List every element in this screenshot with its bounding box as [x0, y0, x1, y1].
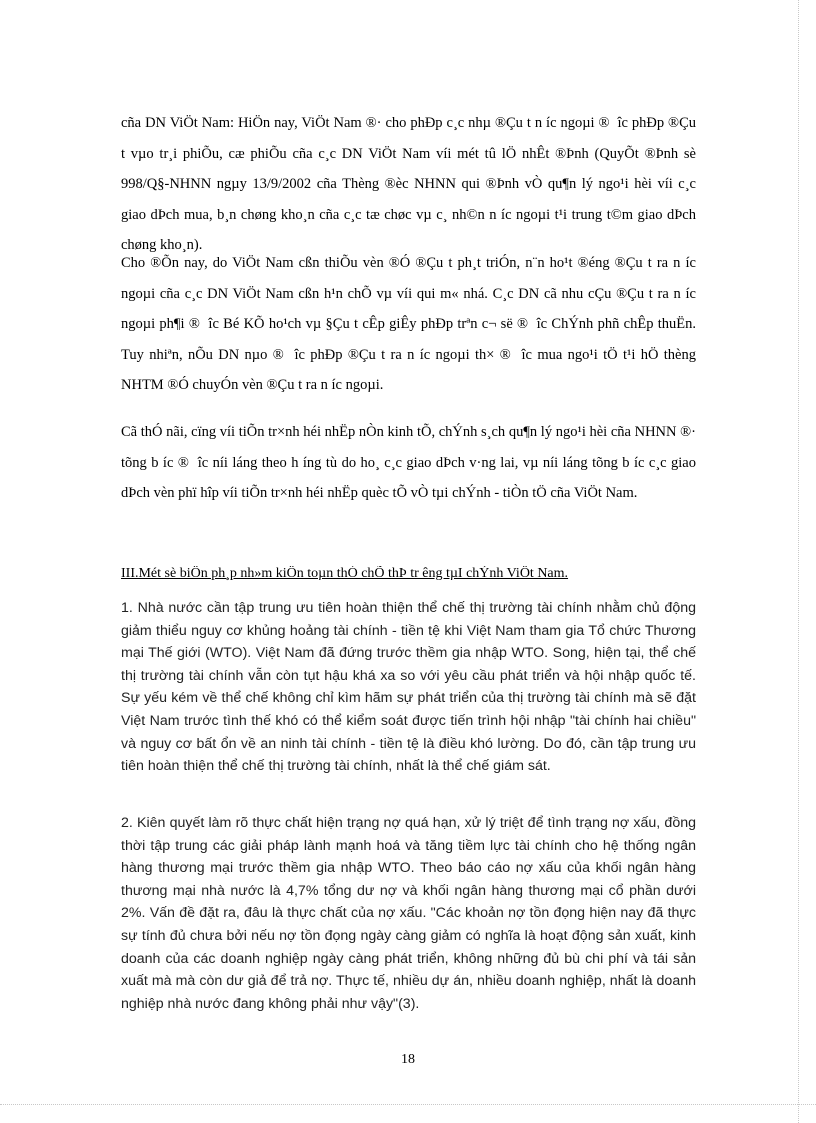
paragraph-forex-policy: Cã thÓ nãi, cïng víi tiÕn tr×nh héi nhËp nÒn kinh tÕ, chÝnh s¸ch qu¶n lý ngo¹i hèi cña NHNN ®· tõng b íc ® îc níi láng theo h íng tù do ho¸ c¸c giao dÞch v·ng lai, vµ níi láng tõng b íc c¸c giao dÞch vèn phï hîp víi tiÕn tr×nh héi nhËp quèc tÕ vÒ tµi chÝnh - tiÒn tÖ cña ViÖt Nam. — [121, 424, 696, 501]
page-border-bottom — [0, 1104, 816, 1105]
page-number: 18 — [401, 1052, 415, 1067]
section-heading: III.Mét sè biÖn ph¸p nh»m kiÖn toµn thÓ chÕ thÞ tr êng tµI chÝnh ViÖt Nam. — [121, 566, 569, 581]
paragraph-measure-2: 2. Kiên quyết làm rõ thực chất hiện trạng nợ quá hạn, xử lý triệt để tình trạng nợ xấu, đồng thời tập trung các giải pháp lành mạnh hoá và tăng tiềm lực tài chính cho hệ thống ngân hàng thương mại trước thềm gia nhập WTO. Theo báo cáo nợ xấu của khối ngân hàng thương mại nhà nước là 4,7% tổng dư nợ và khối ngân hàng thương mại cổ phần dưới 2%. Vấn đề đặt ra, đâu là thực chất của nợ xấu. "Các khoản nợ tồn đọng hiện nay đã thực sự tính đủ chưa bởi nếu nợ tồn đọng ngày càng giảm có nghĩa là hoạt động sản xuất, kinh doanh của các doanh nghiệp ngày càng phát triển, không những đủ bù chi phí và tái sản xuất mà mà còn dư giả để trả nợ. Thực tế, nhiều dự án, nhiều doanh nghiệp, nhất là doanh nghiệp nhà nước đang không phải như vậy"(3). — [121, 815, 696, 1012]
page-border-right — [798, 0, 799, 1123]
paragraph-measure-1: 1. Nhà nước cần tập trung ưu tiên hoàn thiện thể chế thị trường tài chính nhằm chủ động giảm thiểu nguy cơ khủng hoảng tài chính - tiền tệ khi Việt Nam tham gia Tổ chức Thương mại Thế giới (WTO). Việt Nam đã đứng trước thềm gia nhập WTO. Song, hiện tại, thể chế thị trường tài chính vẫn còn tụt hậu khá xa so với yêu cầu phát triển và hội nhập quốc tế. Sự yếu kém về thể chế không chỉ kìm hãm sự phát triển của thị trường tài chính mà sẽ đặt Việt Nam trước tình thế khó có thể kiểm soát được tiến trình hội nhập "tài chính hai chiều" và nguy cơ bất ổn về an ninh tài chính - tiền tệ là điều khó lường. Do đó, cần tập trung ưu tiên hoàn thiện thể chế thị trường tài chính, nhất là thể chế giám sát. — [121, 600, 696, 775]
paragraph-foreign-investment: cña DN ViÖt Nam: HiÖn nay, ViÖt Nam ®· cho phÐp c¸c nhµ ®Çu t n íc ngoµi ® îc phÐp ®Çu t vµo tr¸i phiÕu, cæ phiÕu cña c¸c DN ViÖt Nam víi mét tû lÖ nhÊt ®Þnh (QuyÕt ®Þnh sè 998/Q§-NHNN ngµy 13/9/2002 cña Thèng ®èc NHNN qui ®Þnh vÒ qu¶n lý ngo¹i hèi víi c¸c giao dÞch mua, b¸n chøng kho¸n cña c¸c tæ chøc vµ c¸ nh©n n íc ngoµi t¹i trung t©m giao dÞch chøng kho¸n). — [121, 115, 696, 253]
paragraph-outward-investment: Cho ®Õn nay, do ViÖt Nam cßn thiÕu vèn ®Ó ®Çu t ph¸t triÓn, n¨n ho¹t ®éng ®Çu t ra n íc ngoµi cña c¸c DN ViÖt Nam cßn h¹n chÕ vµ víi qui m« nhá. C¸c DN cã nhu cÇu ®Çu t ra n íc ngoµi ph¶i ® îc Bé KÕ ho¹ch vµ §Çu t cÊp giÊy phÐp trªn c¬ së ® îc ChÝnh phñ chÊp thuËn. Tuy nhiªn, nÕu DN nµo ® îc phÐp ®Çu t ra n íc ngoµi th× ® îc mua ngo¹i tÖ t¹i hÖ thèng NHTM ®Ó chuyÓn vèn ®Çu t ra n íc ngoµi. — [121, 255, 696, 393]
